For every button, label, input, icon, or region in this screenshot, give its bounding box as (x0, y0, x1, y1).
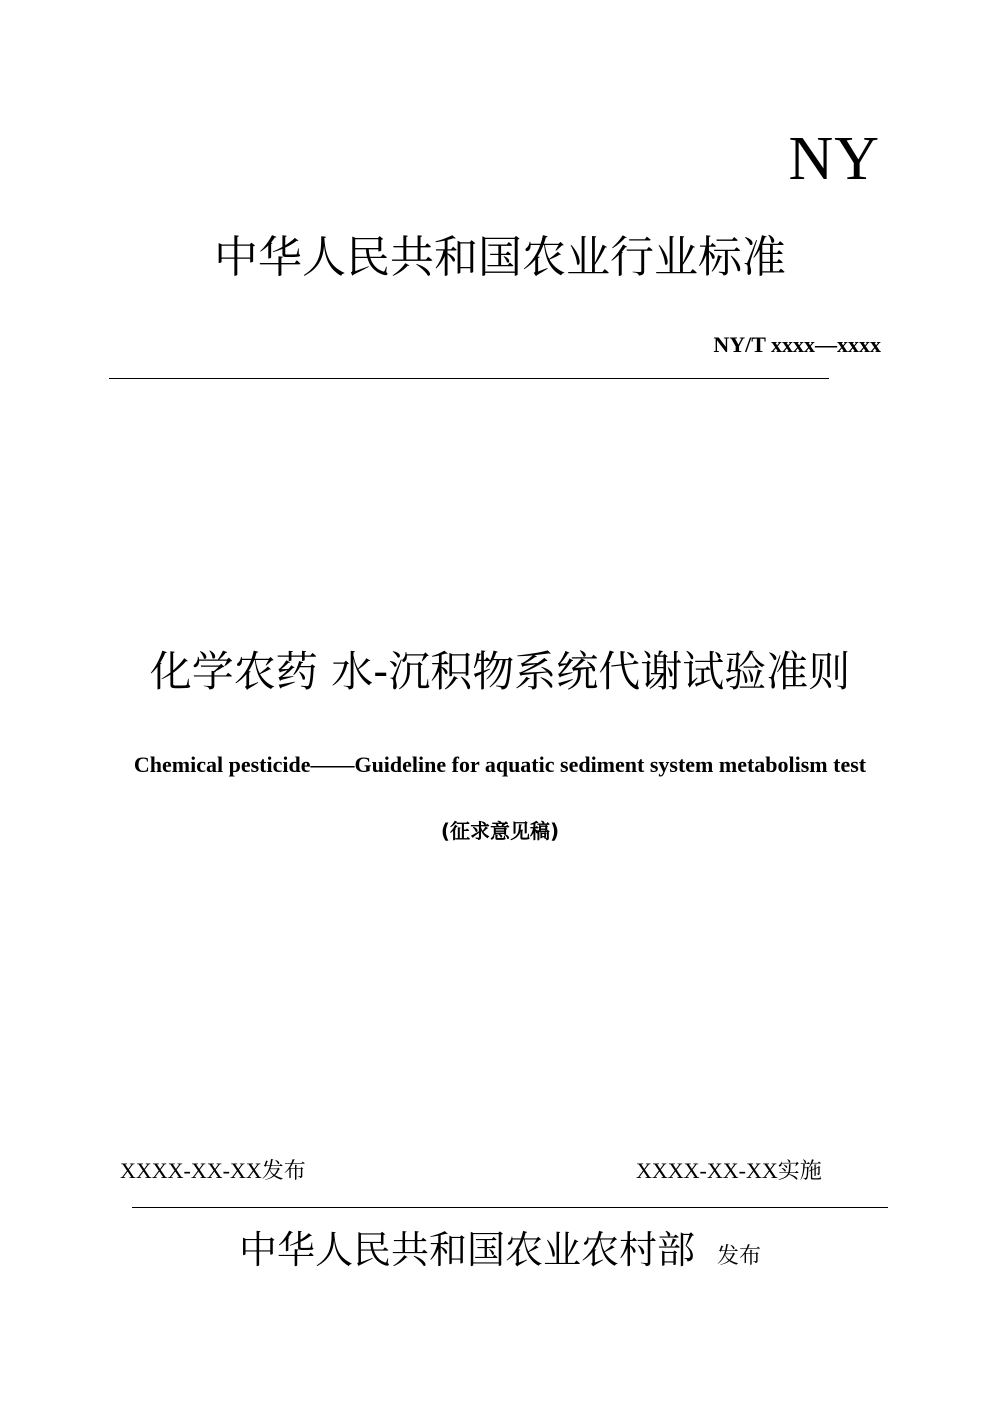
issuer-block (0, 1226, 1000, 1274)
standard-logo: NY (788, 125, 880, 193)
draft-note: (征求意见稿) (440, 819, 560, 843)
issue-label: 发布 (261, 1159, 306, 1184)
standard-category-title: 中华人民共和国农业行业标准 (214, 232, 786, 283)
issuer-suffix: 发布 (717, 1244, 762, 1269)
issue-date: XXXX-XX-XX (120, 1158, 262, 1183)
document-title-en: Chemical pesticide——Guideline for aquatic sediment system metabolism test (133, 752, 867, 777)
implement-date-block (636, 1157, 822, 1186)
standard-number: NY/T xxxx—xxxx (713, 332, 881, 357)
document-title-cn: 化学农药 水-沉积物系统代谢试验准则 (149, 647, 851, 696)
issuer-name: 中华人民共和国农业农村部 (238, 1228, 695, 1272)
implement-date: XXXX-XX-XX (636, 1158, 778, 1183)
issue-date-block (120, 1157, 306, 1186)
implement-label: 实施 (777, 1159, 822, 1184)
bottom-divider (132, 1207, 888, 1208)
top-divider (109, 378, 829, 379)
